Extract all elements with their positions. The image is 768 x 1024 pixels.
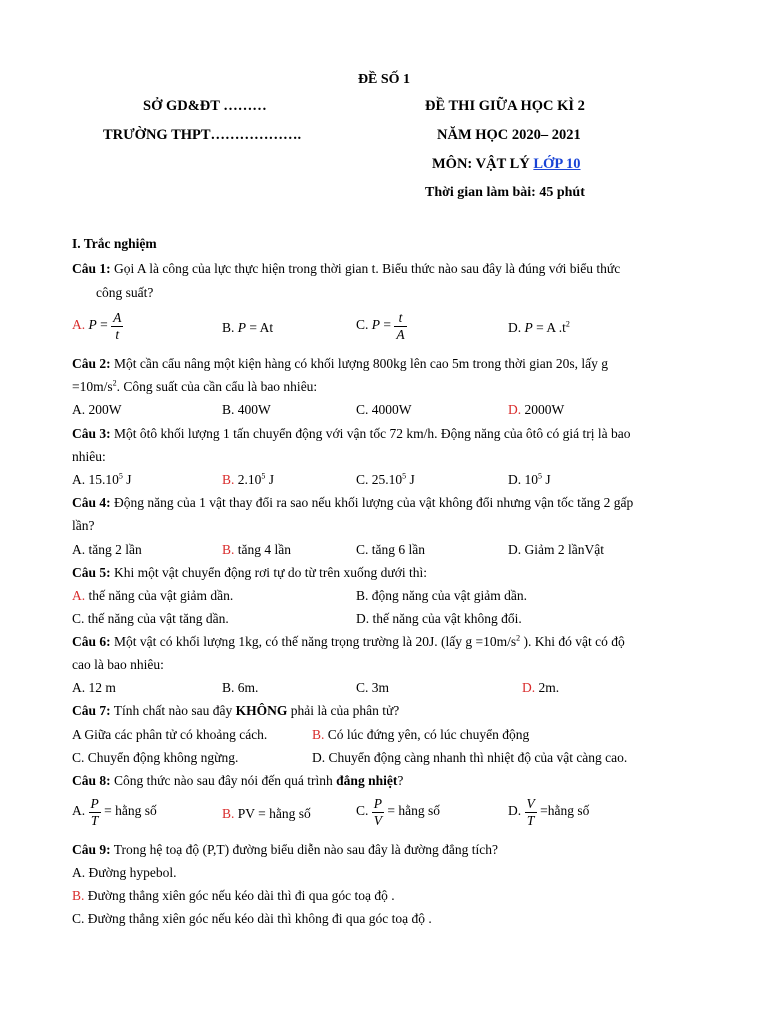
question-9: Câu 9: Trong hệ toạ độ (P,T) đường biểu diễn nào sau đây là đường đẳng tích? — [72, 842, 499, 857]
q9-option-c: C. Đường thẳng xiên góc nếu kéo dài thì không đi qua góc toạ độ . — [72, 911, 432, 926]
q4-option-d: D. Giảm 2 lầnVật — [508, 542, 604, 557]
q9-option-a: A. Đường hypebol. — [72, 865, 177, 880]
q7-option-c: C. Chuyển động không ngừng. — [72, 750, 239, 765]
q8-option-b: B. PV = hằng số — [222, 806, 311, 821]
q4-option-a: A. tăng 2 lần — [72, 542, 142, 557]
q3-option-c: C. 25.10$^5$ J — [356, 471, 415, 487]
q3-option-d: D. $10^5$ J — [508, 471, 551, 487]
q8-option-d: D. $\frac{V}{T}$ =hằng số — [508, 796, 590, 828]
q1-option-d: D. P = A $.t^2$ — [508, 319, 570, 335]
question-7: Câu 7: Tính chất nào sau đây KHÔNG phải là của phân tử? — [72, 703, 400, 718]
q2-option-b: B. 400W — [222, 402, 271, 417]
question-8: Câu 8: Công thức nào sau đây nói đến quá trình đẳng nhiệt? — [72, 773, 404, 788]
q1-option-b: B. P = At — [222, 320, 274, 335]
question-2: Câu 2: Một cần cẩu nâng một kiện hàng có khối lượng 800kg lên cao 5m trong thời gian 20s, lấy g — [72, 356, 609, 371]
q7-option-b: B. Có lúc đứng yên, có lúc chuyển động — [312, 727, 530, 742]
q2-option-a: A. 200W — [72, 402, 122, 417]
question-1-cont: công suất? — [96, 285, 154, 300]
school-year: NĂM HỌC 2020– 2021 — [437, 127, 581, 143]
q4-option-b: B. tăng 4 lần — [222, 542, 292, 557]
exam-number: ĐỀ SỐ 1 — [357, 72, 411, 87]
q6-option-c: C. 3m — [356, 680, 390, 695]
school-label: TRƯỜNG THPT………………. — [103, 127, 302, 143]
time-limit: Thời gian làm bài: 45 phút — [425, 185, 585, 200]
q5-option-c: C. thế năng của vật tăng dần. — [72, 611, 229, 626]
question-4: Câu 4: Động năng của 1 vật thay đổi ra sao nếu khối lượng của vật không đổi nhưng vận tốc tăng 2 gấp — [72, 495, 634, 510]
q4-option-c: C. tăng 6 lần — [356, 542, 425, 557]
q3-option-a: A. 15.10$^5$ J — [72, 471, 132, 487]
subject-line — [432, 156, 581, 173]
question-2-cont: $=10m/s^2$. Công suất của cần cẩu là bao nhiêu: — [72, 378, 318, 394]
q9-option-b: B. Đường thẳng xiên góc nếu kéo dài thì đi qua góc toạ độ . — [72, 888, 395, 903]
q6-option-a: A. 12 m — [72, 680, 116, 695]
q7-option-a: A Giữa các phân tử có khoảng cách. — [72, 727, 268, 742]
q1-option-c: C. P = $\frac{t}{A}$ — [356, 310, 405, 342]
question-3-cont: nhiêu: — [72, 449, 106, 464]
q7-option-d: D. Chuyển động càng nhanh thì nhiệt độ của vật càng cao. — [312, 750, 628, 765]
q8-option-a: A. $\frac{P}{T}$ = hằng số — [72, 796, 157, 828]
q5-option-d: D. thế năng của vật không đổi. — [356, 611, 522, 626]
subject-label: MÔN: VẬT LÝ — [432, 156, 530, 172]
q1-option-a: A. P = $\frac{A}{t}$ — [72, 310, 122, 342]
q5-option-a: A. thế năng của vật giảm dần. — [72, 588, 234, 603]
q6-option-d: D. 2m. — [522, 680, 560, 695]
q6-option-b: B. 6m. — [222, 680, 259, 695]
exam-title: ĐỀ THI GIỮA HỌC KÌ 2 — [425, 98, 585, 114]
class-link[interactable]: LỚP 10 — [533, 156, 581, 172]
question-5: Câu 5: Khi một vật chuyển động rơi tự do từ trên xuống dưới thì: — [72, 565, 427, 580]
section-title: I. Trắc nghiệm — [72, 236, 157, 251]
q5-option-b: B. động năng của vật giảm dần. — [356, 588, 527, 603]
question-6: Câu 6: Một vật có khối lượng 1kg, có thế năng trọng trường là 20J. (lấy $g =10m/s^2$ ). Khi đó vật có độ — [72, 633, 625, 649]
q8-option-c: C. $\frac{P}{V}$ = hằng số — [356, 796, 440, 828]
question-4-cont: lần? — [72, 518, 95, 533]
q3-option-b: B. 2.10$^5$ J — [222, 471, 275, 487]
question-1: Câu 1: Gọi A là công của lực thực hiện trong thời gian t. Biểu thức nào sau đây là đúng với biểu thức — [72, 261, 621, 276]
q2-option-c: C. 4000W — [356, 402, 412, 417]
department-label: SỞ GD&ĐT ……… — [143, 98, 267, 114]
question-3: Câu 3: Một ôtô khối lượng 1 tấn chuyển động với vận tốc 72 km/h. Động năng của ôtô có giá trị là bao — [72, 426, 631, 441]
question-6-cont: cao là bao nhiêu: — [72, 657, 164, 672]
q2-option-d: D. 2000W — [508, 402, 565, 417]
